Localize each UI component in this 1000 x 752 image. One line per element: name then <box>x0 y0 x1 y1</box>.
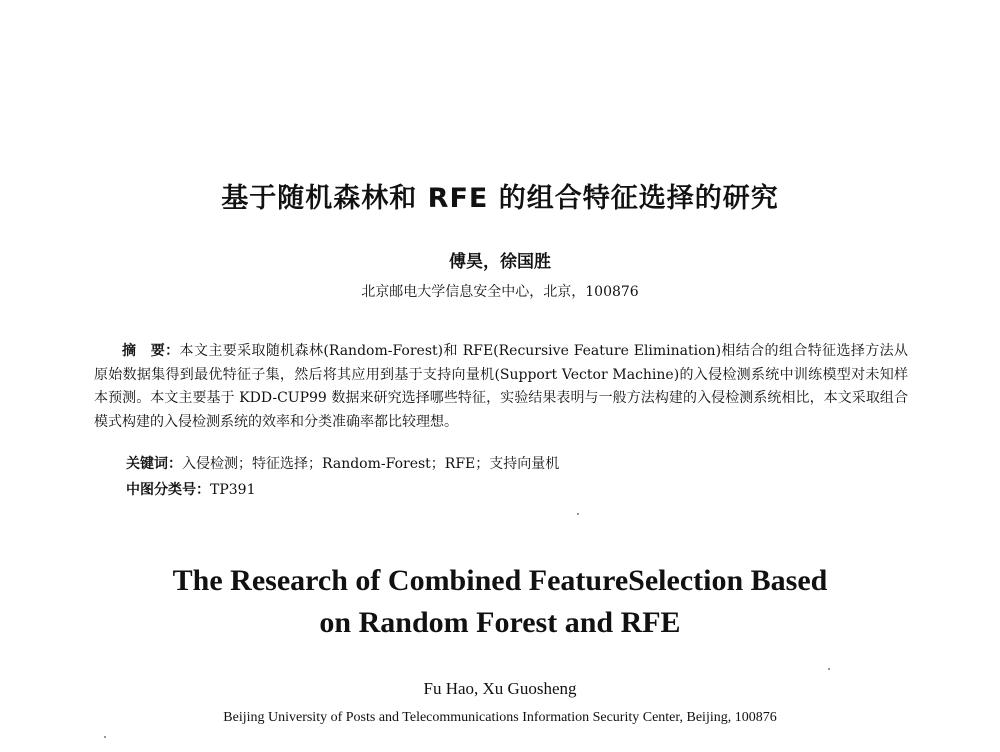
chinese-authors: 傅昊，徐国胜 <box>449 252 551 272</box>
chinese-title: 基于随机森林和 RFE 的组合特征选择的研究 <box>221 183 779 214</box>
classification-line <box>126 480 255 500</box>
english-title <box>0 560 1000 644</box>
chinese-abstract <box>94 340 908 434</box>
classification-code: TP391 <box>210 482 256 498</box>
chinese-affiliation: 北京邮电大学信息安全中心，北京，100876 <box>361 284 639 300</box>
english-affiliation: Beijing University of Posts and Telecommunications Information Security Center, Beijing, 100876 <box>223 710 777 725</box>
keywords-line <box>126 454 559 474</box>
scan-speck <box>577 513 579 515</box>
keywords-text: 入侵检测；特征选择；Random-Forest；RFE；支持向量机 <box>182 456 560 472</box>
abstract-label: 摘 要： <box>122 343 180 359</box>
abstract-text: 本文主要采取随机森林(Random-Forest)和 RFE(Recursive Feature Elimination)相结合的组合特征选择方法从原始数据集得到最优特征子集，然后将其应用到基于支持向量机(Support Vector Machine)的入侵检测系统中训练模型对未知样本预测。本文主要基于 KDD-CUP99 数据来研究选择哪些特征，实验结果表明与一般方法构建的入侵检测系统相比，本文采取组合模式构建的入侵检测系统的效率和分类准确率都比较理想。 <box>94 343 909 430</box>
classification-label: 中图分类号： <box>126 482 210 498</box>
english-authors: Fu Hao, Xu Guosheng <box>423 679 577 698</box>
english-title-line-2: on Random Forest and RFE <box>319 606 681 639</box>
english-title-line-1: The Research of Combined FeatureSelection Based <box>172 564 828 597</box>
scan-speck <box>828 668 830 670</box>
scan-speck <box>104 736 106 738</box>
keywords-label: 关键词： <box>126 456 182 472</box>
